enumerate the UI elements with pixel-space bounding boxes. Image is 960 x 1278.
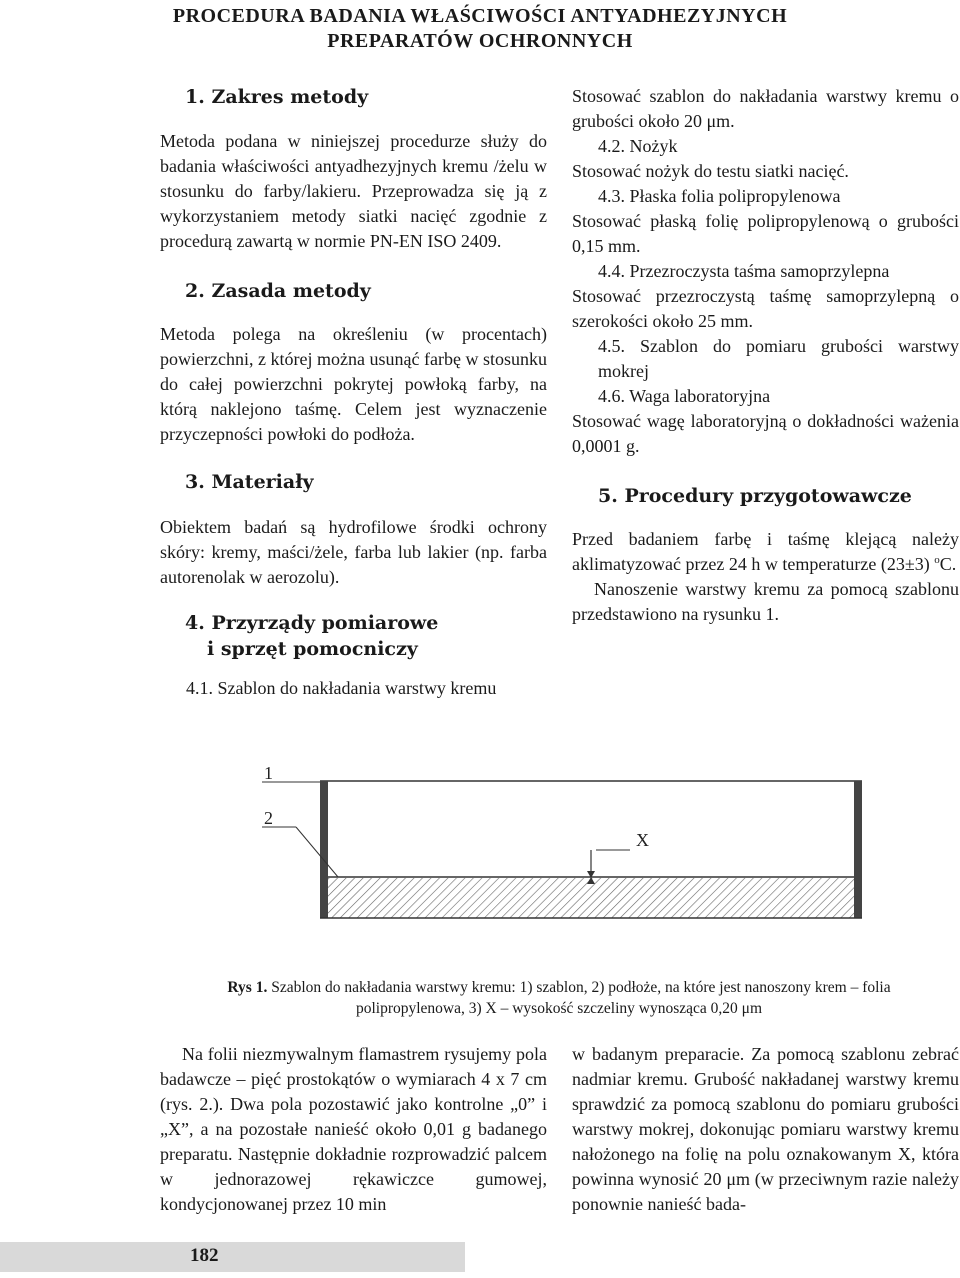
section-1-text: Metoda podana w niniejszej procedurze służy do badania właściwości antyadhezyjnych kremu /żelu w stosunku do farby/lakieru. Przeprowadza się ją z wykorzystaniem metody siatki nacięć zgodnie z procedurą zawartą w normie PN-EN ISO 2409. [160,131,547,251]
section-4-heading-line-1: 4. Przyrządy pomiarowe [185,612,439,634]
bottom-left-paragraph: Na folii niezmywalnym flamastrem rysujemy pola badawcze – pięć prostokątów o wymiarach 4 x 7 cm (rys. 2.). Dwa pola pozostawić jako kontrolne „0” i „X”, a na pozostałe nanieść około 0,01 g badanego preparatu. Następnie dokładnie rozprowadzić palcem w jednorazowej rękawiczce gumowej, kondycjonowanej przez 10 min [160,1044,547,1214]
page-number: 182 [190,1245,219,1266]
template-left-wall [320,781,328,918]
subsection-4-5: 4.5. Szablon do pomiaru grubości warstwy mokrej [598,336,959,381]
section-5-p1-text: Przed badaniem farbę i taśmę klejącą należy aklimatyzować przez 24 h w temperaturze (23±3) [572,529,959,574]
document-title [0,4,960,54]
subsection-4-1: 4.1. Szablon do nakładania warstwy kremu [186,678,497,698]
section-1-heading: 1. Zakres metody [185,86,369,108]
subsection-4-6-text: Stosować wagę laboratoryjną o dokładności ważenia 0,0001 g. [572,411,959,456]
figure-label-x: X [636,830,649,850]
section-3-text: Obiektem badań są hydrofilowe środki ochrony skóry: kremy, maści/żele, farba lub lakier (np. farba autorenolak w aerozolu). [160,517,547,587]
right-column [572,84,959,627]
section-5-paragraph-1 [572,527,959,577]
section-5-p1-end: C. [939,554,957,574]
section-4-heading-line-2: i sprzęt pomocniczy [207,638,418,660]
subsection-4-4-text: Stosować przezroczystą taśmę samoprzylepną o szerokości około 25 mm. [572,286,959,331]
figure-caption [190,977,928,1019]
bottom-right-paragraph: w badanym preparacie. Za pomocą szablonu zebrać nadmiar kremu. Grubość nakładanej warstwy kremu sprawdzić za pomocą szablonu do pomiaru grubości warstwy mokrej, dokonując pomiaru warstwy kremu nałożonego na folię na polu oznakowanym X, która powinna wynosić 20 μm (w przeciwnym razie należy ponownie nanieść bada- [572,1044,959,1214]
leader-2b [296,827,338,877]
caption-label: Rys 1. [227,979,268,996]
subsection-4-2-text: Stosować nożyk do testu siatki nacięć. [572,161,849,181]
degree-sup: o [934,554,940,566]
section-5-heading: 5. Procedury przygotowawcze [598,485,912,507]
template-right-wall [854,781,862,918]
section-3-heading: 3. Materiały [185,471,314,493]
title-line-2: PREPARATÓW OCHRONNYCH [327,30,633,52]
section-4-heading [160,610,547,662]
figure-label-2: 2 [264,808,273,828]
subsection-4-6: 4.6. Waga laboratoryjna [598,386,771,406]
subsection-4-3: 4.3. Płaska folia polipropylenowa [598,186,841,206]
figure-label-1: 1 [264,763,273,783]
subsection-4-4: 4.4. Przezroczysta taśma samoprzylepna [598,261,890,281]
subsection-4-2: 4.2. Nożyk [598,136,678,156]
caption-text: Szablon do nakładania warstwy kremu: 1) szablon, 2) podłoże, na które jest nanoszony krem – folia polipropylenowa, 3) X – wysokość szczeliny wynosząca 0,20 μm [267,979,891,1017]
section-5-paragraph-2: Nanoszenie warstwy kremu za pomocą szablonu przedstawiono na rysunku 1. [572,579,959,624]
section-2-text: Metoda polega na określeniu (w procentach) powierzchni, z której można usunąć farbę w stosunku do całej powierzchni pokrytej powłoką farby, na którą naklejono taśmę. Celem jest wyznaczenie przyczepności powłoki do podłoża. [160,324,547,444]
subsection-4-1-text: Stosować szablon do nakładania warstwy kremu o grubości około 20 μm. [572,86,959,131]
figure-template-diagram [0,740,960,970]
title-line-1: PROCEDURA BADANIA WŁAŚCIWOŚCI ANTYADHEZYJNYCH [172,5,788,27]
subsection-4-3-text: Stosować płaską folię polipropylenową o grubości 0,15 mm. [572,211,959,256]
template-diagram [0,740,960,970]
left-column [160,84,547,701]
section-2-heading: 2. Zasada metody [185,280,371,302]
page-number-bar [0,1242,465,1272]
